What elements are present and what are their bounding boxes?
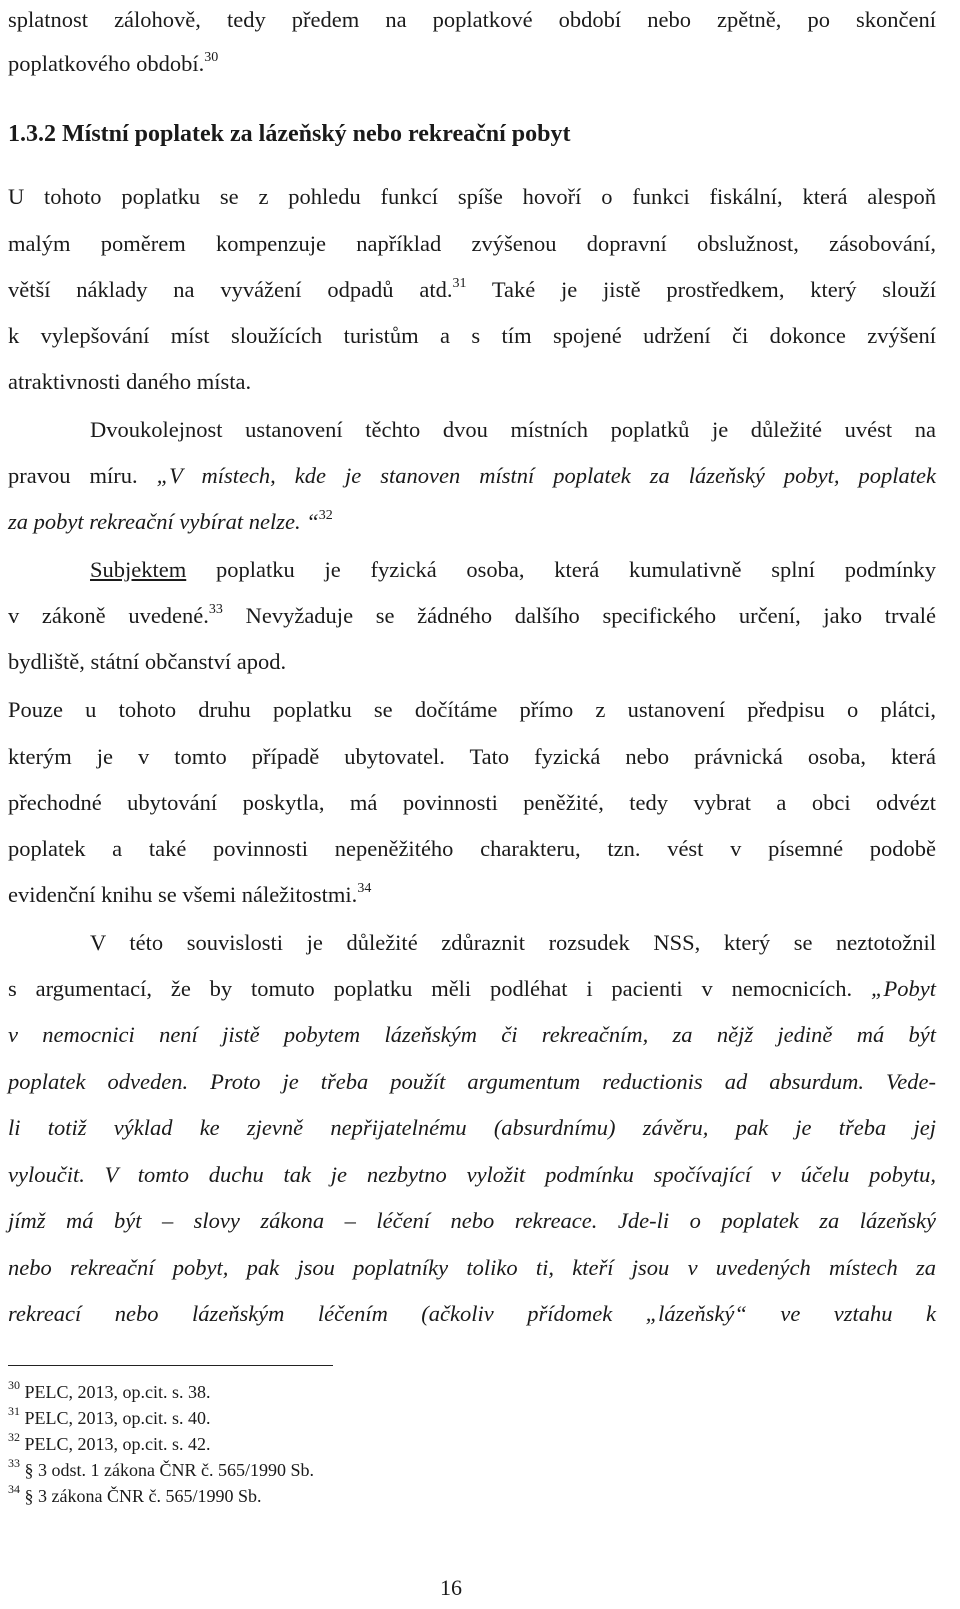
footnote-ref: 34 <box>357 880 372 896</box>
text-line: Pouze u tohoto druhu poplatku se dočítáme přímo z ustanovení předpisu o plátci, <box>8 697 936 722</box>
text-line: k vylepšování míst sloužících turistům a s tím spojené udržení či dokonce zvýšení <box>8 323 936 348</box>
text-line: li totiž výklad ke zjevně nepřijatelnému (absurdnímu) závěru, pak je třeba jej <box>8 1115 936 1140</box>
text-line: splatnost zálohově, tedy předem na poplatkové období nebo zpětně, po skončení <box>8 7 936 32</box>
text-line: U tohoto poplatku se z pohledu funkcí spíše hovoří o funkci fiskální, která alespoň <box>8 184 936 209</box>
footnote-ref: 33 <box>208 601 223 617</box>
section-heading: 1.3.2 Místní poplatek za lázeňský nebo rekreační pobyt <box>8 121 571 147</box>
text-line: v nemocnici není jistě pobytem lázeňským či rekreačním, za nějž jedině má být <box>8 1022 936 1047</box>
text-line: s argumentací, že by tomuto poplatku měli podléhat i pacienti v nemocnicích. „Pobyt <box>8 976 936 1001</box>
text-line: poplatek a také povinnosti nepeněžitého charakteru, tzn. vést v písemné podobě <box>8 836 936 861</box>
footnote-ref: 30 <box>204 49 219 65</box>
text-line: atraktivnosti daného místa. <box>8 369 252 394</box>
text-line: Subjektem poplatku je fyzická osoba, která kumulativně splní podmínky <box>90 557 936 582</box>
text-line: jímž má být – slovy zákona – léčení nebo rekreace. Jde-li o poplatek za lázeňský <box>8 1208 936 1233</box>
text-line: poplatek odveden. Proto je třeba použít argumentum reductionis ad absurdum. Vede- <box>8 1069 936 1094</box>
footnote-ref: 32 <box>318 507 333 523</box>
footnote-ref: 31 <box>452 275 467 291</box>
footnote: $^{30}$ PELC, 2013, op.cit. s. 38. <box>8 1378 211 1402</box>
text-line: V této souvislosti je důležité zdůraznit rozsudek NSS, který se neztotožnil <box>90 930 936 955</box>
text-line: přechodné ubytování poskytla, má povinnosti peněžité, tedy vybrat a obci odvézt <box>8 790 936 815</box>
footnote: $^{31}$ PELC, 2013, op.cit. s. 40. <box>8 1404 211 1428</box>
text-line: pravou míru. „V místech, kde je stanoven místní poplatek za lázeňský pobyt, poplatek <box>8 463 936 488</box>
text-line: Dvoukolejnost ustanovení těchto dvou místních poplatků je důležité uvést na <box>90 417 936 442</box>
footnote: $^{34}$ § 3 zákona ČNR č. 565/1990 Sb. <box>8 1482 262 1506</box>
footnote-separator <box>8 1365 333 1366</box>
text-line: rekreací nebo lázeňským léčením (ačkoliv přídomek „lázeňský“ ve vztahu k <box>8 1301 936 1326</box>
text-line: za pobyt rekreační vybírat nelze. “$^{32}$ <box>8 507 333 534</box>
text-line: větší náklady na vyvážení odpadů atd.$^{31}$ Také je jistě prostředkem, který slouží <box>8 275 936 302</box>
text-line: kterým je v tomto případě ubytovatel. Tato fyzická nebo právnická osoba, která <box>8 744 936 769</box>
page-number: 16 <box>440 1575 462 1600</box>
text-line: vyloučit. V tomto duchu tak je nezbytno vyložit podmínku spočívající v účelu pobytu, <box>8 1162 936 1187</box>
term-subjektem: Subjektem <box>90 557 187 582</box>
footnote: $^{32}$ PELC, 2013, op.cit. s. 42. <box>8 1430 211 1454</box>
text-line: bydliště, státní občanství apod. <box>8 649 287 674</box>
text-line: nebo rekreační pobyt, pak jsou poplatníky toliko ti, kteří jsou v uvedených místech za <box>8 1255 936 1280</box>
text-line: v zákoně uvedené.$^{33}$ Nevyžaduje se žádného dalšího specifického určení, jako trvalé <box>8 601 937 628</box>
text-line: poplatkového období.$^{30}$ <box>8 49 219 76</box>
footnote: $^{33}$ § 3 odst. 1 zákona ČNR č. 565/1990 Sb. <box>8 1456 314 1480</box>
text-line: evidenční knihu se všemi náležitostmi.$^{34}$ <box>8 880 372 907</box>
text-line: malým poměrem kompenzuje například zvýšenou dopravní obslužnost, zásobování, <box>8 231 936 256</box>
